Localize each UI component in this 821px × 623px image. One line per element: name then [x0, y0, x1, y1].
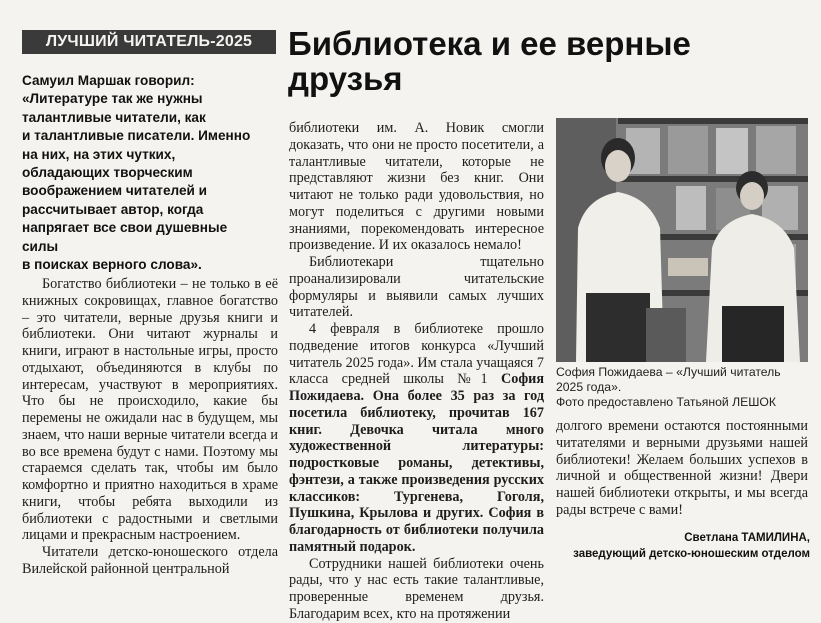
paragraph: Библиотекари тщательно проанализировали читательские формуляры и выявили самых лучших читателей. — [289, 254, 544, 321]
article-column-1 — [22, 276, 278, 578]
lead-line: «Литературе так же нужны — [22, 91, 203, 107]
paragraph: Сотрудники нашей библиотеки очень рады, что у нас есть такие талантливые, проверенные временем друзья. Благодарим всех, кто на протяжении — [289, 555, 544, 622]
lead-line: на них, на этих чутких, — [22, 146, 176, 162]
author-role: заведующий детско-юношеским отделом — [573, 548, 810, 560]
author-first-name: Светлана — [684, 532, 742, 544]
lead-line: в поисках верного слова». — [22, 257, 202, 273]
lead-line: силы — [22, 238, 59, 254]
author-last-name: ТАМИЛИНА, — [741, 532, 810, 544]
article-headline: Библиотека и ее верные друзья — [288, 25, 691, 97]
photo-caption — [556, 365, 810, 410]
paragraph: Читатели детско-юношеского отдела Вилейской районной центральной — [22, 544, 278, 577]
lead-line: воображением читателей и — [22, 183, 208, 199]
paragraph: Богатство библиотеки – не только в её книжных сокровищах, главное богатство – это читатели, верные друзья книги и библиотеки. Они читают журналы и книги, играют в настольные игры, просто отдыхают, объединяются в клубы по интересам, участвуют в мероприятиях. Что бы не происходило, какие бы перемены не ожидали нас в будущем, мы знаем, что наши верные читатели всегда и во все времена будут с нами. Поэтому мы стараемся сделать так, чтобы им было комфортно и приятно находиться в храме книги, чтобы ребята выходили из библиотеки с радостными и светлыми лицами и прекрасным настроением. — [22, 276, 278, 544]
photo-illustration — [556, 118, 808, 362]
paragraph: долгого времени остаются постоянными читателями и верными друзьями нашей библиотеки! Желаем больших успехов в личной и общественной жизни! Двери нашей библиотеки открыты, и мы всегда рады встрече с вами! — [556, 418, 808, 518]
lead-line: обладающих творческим — [22, 165, 193, 181]
lead-line: талантливые читатели, как — [22, 109, 206, 125]
photo-credit: Фото предоставлено Татьяной ЛЕШОК — [556, 395, 776, 409]
paragraph-text: 4 февраля в библиотеке прошло подведение итогов конкурса «Лучший читатель 2025 года». Им стала учащаяся 7 класса средней школы №1 — [289, 321, 544, 388]
author-signature — [556, 530, 810, 562]
article-column-3 — [556, 418, 808, 519]
paragraph: библиотеки им. А. Новик смогли доказать, что они не просто посетители, а талантливые читатели, которые не представляют жизни без книг. Они читают не только ради удовольствия, но могут поделиться с другими новыми знаниями, порекомендовать интересное произведение. И их оказалось немало! — [289, 120, 544, 254]
lead-quote — [22, 72, 284, 274]
rubric-banner: ЛУЧШИЙ ЧИТАТЕЛЬ-2025 — [22, 30, 276, 54]
paragraph — [289, 321, 544, 556]
lead-line: и талантливые писатели. Именно — [22, 128, 251, 144]
lead-line: Самуил Маршак говорил: — [22, 73, 195, 88]
lead-line: рассчитывает автор, когда — [22, 201, 204, 217]
caption-text: София Пожидаева – «Лучший читатель 2025 года». — [556, 365, 781, 394]
article-photo — [556, 118, 808, 362]
author-name — [556, 530, 810, 546]
article-column-2 — [289, 120, 544, 623]
paragraph-bold-text: София Пожидаева. Она более 35 раз за год посетила библиотеку, прочитав 167 книг. Девочка читала много художественной литературы: подростковые романы, детективы, фэнтези, а также произведения русских классиков: Тургенева, Гоголя, Пушкина, Крылова и других. София в благодарность от библиотеки получила памятный подарок. — [289, 371, 544, 555]
lead-line: напрягает все свои душевные — [22, 220, 228, 236]
